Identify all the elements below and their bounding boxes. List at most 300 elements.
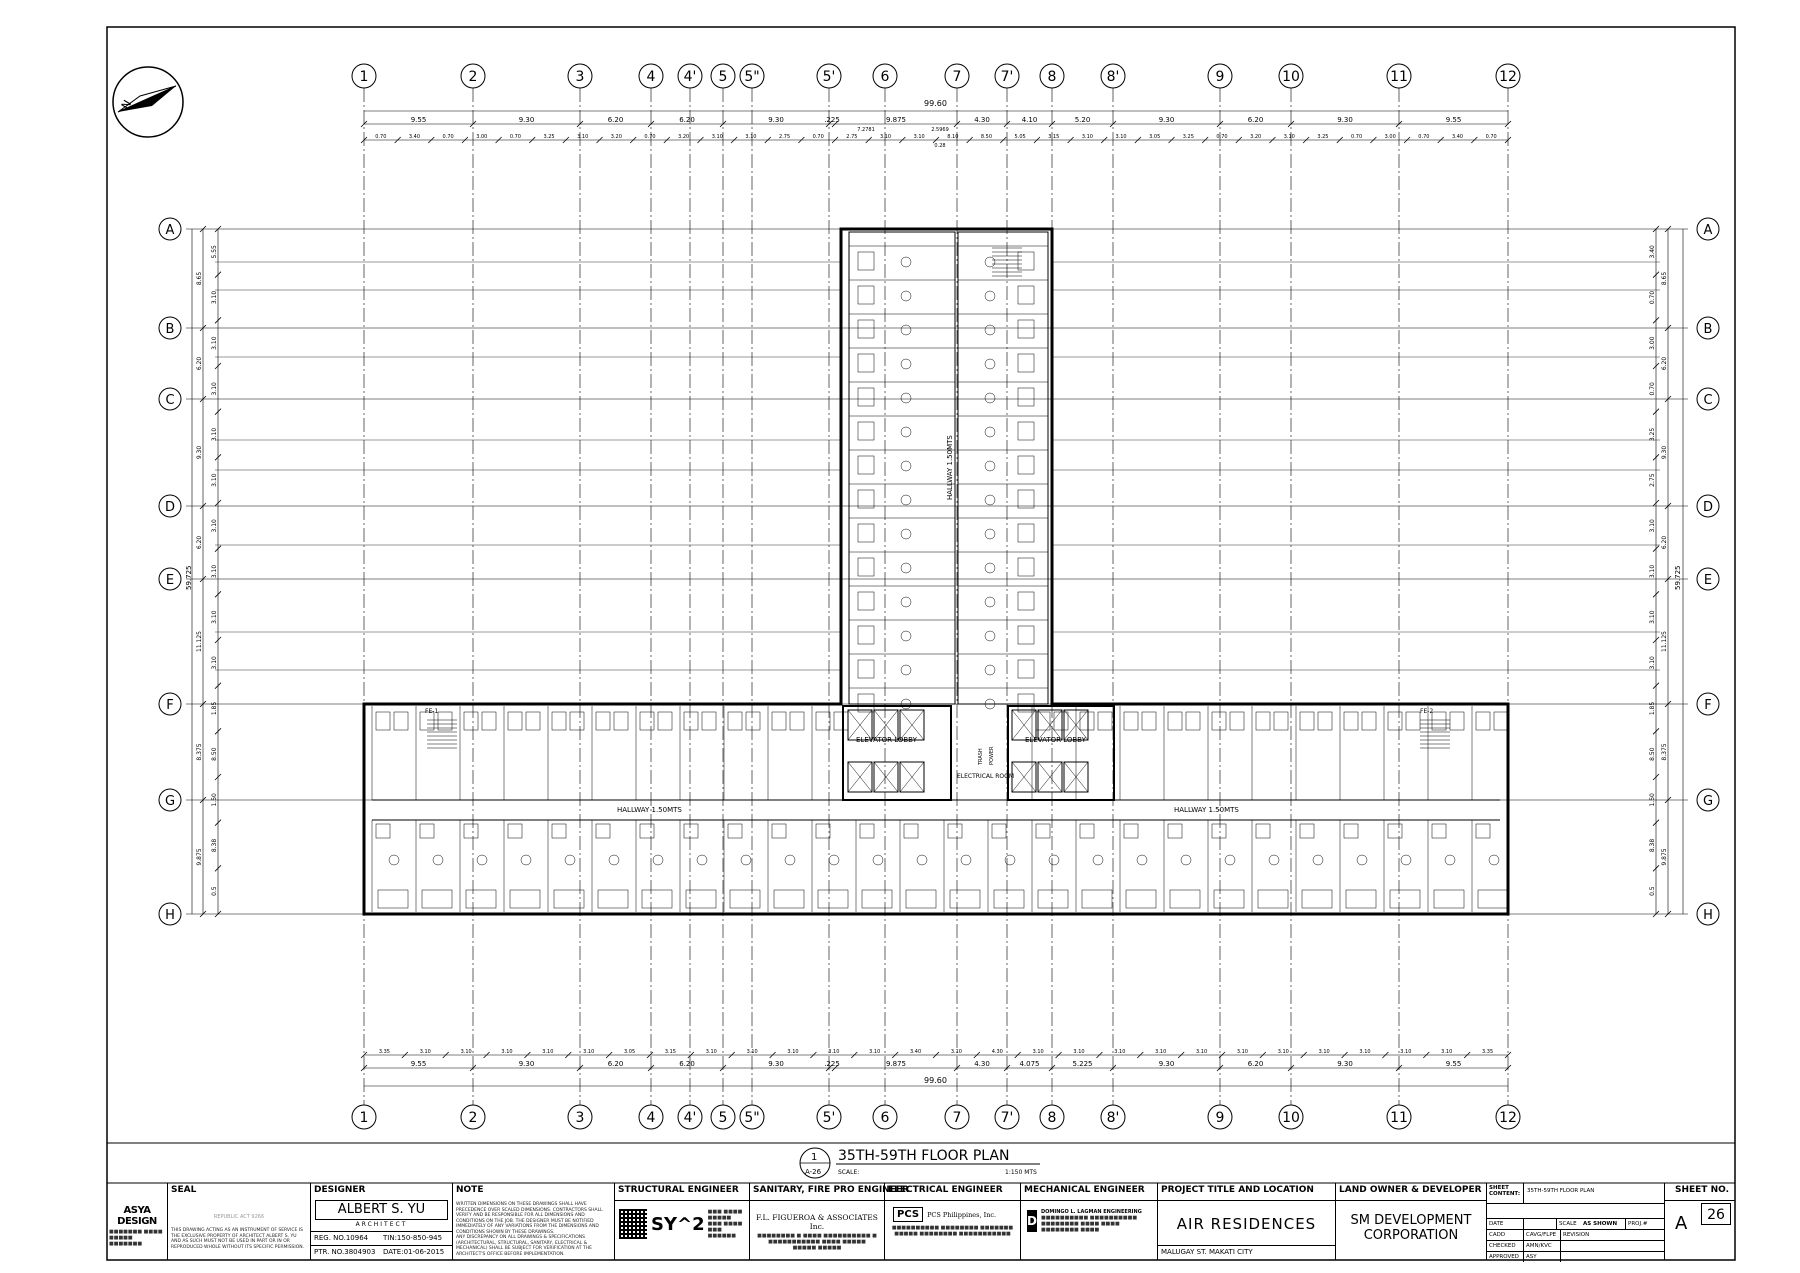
bottom-bay-dim-text: 9.30	[1158, 1060, 1175, 1068]
unit-fixture	[614, 712, 628, 730]
right-dim-text: 6.20	[1661, 535, 1668, 550]
bottom-bay-dim-text: 6.20	[679, 1060, 695, 1068]
elevator-car-icon	[1012, 762, 1036, 792]
left-sub-dim-text: 3.10	[211, 290, 218, 305]
unit-fixture	[1274, 712, 1288, 730]
tower-east-units	[958, 232, 1048, 704]
unit-fixture	[1098, 712, 1112, 730]
unit-fixture	[552, 824, 566, 838]
unit-table	[1225, 855, 1235, 865]
unit-fixture	[394, 712, 408, 730]
right-sub-dim-text: 1.85	[1649, 701, 1656, 716]
top-bay-dim-text: 9.55	[410, 116, 427, 124]
unit-table	[1005, 855, 1015, 865]
unit-balcony	[510, 890, 540, 908]
unit-balcony	[730, 890, 760, 908]
seal-text: REPUBLIC ACT 9266	[213, 1214, 265, 1220]
unit-table	[985, 427, 995, 437]
elevator-lobby-1-label: ELEVATOR LOBBY	[856, 736, 917, 744]
unit-balcony	[1258, 890, 1288, 908]
unit-fixture	[1018, 490, 1034, 508]
unit-fixture	[1362, 712, 1376, 730]
grid-bubble-col-label: 11	[1390, 1110, 1408, 1126]
structural-engineer-label: STRUCTURAL ENGINEER	[615, 1183, 749, 1201]
left-sub-dim-text: 3.10	[211, 382, 218, 396]
unit-table	[901, 631, 911, 641]
unit-balcony	[1038, 890, 1068, 908]
right-sub-dim-text: 0.70	[1649, 290, 1656, 305]
project-label: PROJECT TITLE AND LOCATION	[1158, 1183, 1335, 1201]
grid-lines	[186, 88, 1688, 1105]
right-dim-text: 9.875	[1661, 848, 1668, 866]
unit-table	[1137, 855, 1147, 865]
unit-fixture	[1080, 824, 1094, 838]
top-sub-dim-text: 3.10	[1283, 134, 1295, 140]
note-cell: NOTE WRITTEN DIMENSIONS ON THESE DRAWINGS SHALL HAVE PRECEDENCE OVER SCALED DIMENSIONS. CONTRACTORS SHALL VERIFY AND BE RESPONSIBLE FOR ALL DIMENSIONS AND CONDITIONS ON THE JOB. THE DESIGNER MUST BE NOTIFIED IMMEDIATELY OF ANY VARIATIONS FROM THE DIMENSIONS AND CONDITIONS SHOWN BY THESE DRAWINGS. ANY DISCREPANCY ON ALL DRAWINGS & SPECIFICATIONS (ARCHITECTURAL, STRUCTURAL, SANITARY, ELECTRICAL & MECHANICAL) SHALL BE SUBJECT FOR VERIFICATION AT THE ARCHITECT'S OFFICE BEFORE IMPLEMENTATION.	[453, 1183, 615, 1260]
left-dim-text: 9.875	[196, 848, 203, 866]
unit-fixture	[376, 712, 390, 730]
designer-date: DATE:01-06-2015	[383, 1248, 445, 1256]
grid-bubble-col-label: 7	[952, 1110, 962, 1126]
unit-balcony	[994, 890, 1024, 908]
unit-table	[917, 855, 927, 865]
power-label: POWER	[989, 746, 995, 765]
unit-fixture	[1212, 712, 1226, 730]
top-sub-dim-text: 3.25	[543, 134, 555, 140]
note-label: NOTE	[456, 1185, 484, 1195]
unit-fixture	[1406, 712, 1420, 730]
grid-bubble-col-label: 7	[952, 69, 962, 85]
grid-bubble-row-label: F	[1704, 698, 1712, 713]
seal-label: SEAL	[171, 1185, 197, 1195]
left-sub-dim-text: 1.50	[211, 793, 218, 807]
bottom-sub-dim-text: 3.10	[828, 1049, 840, 1055]
mechanical-firm: DOMINGO L. LAGMAN ENGINEERING	[1040, 1209, 1142, 1215]
sheet-content-value: 35TH-59TH FLOOR PLAN	[1527, 1188, 1595, 1194]
unit-fixture	[1018, 252, 1034, 270]
bottom-bay-dim-text: 9.30	[1337, 1060, 1353, 1068]
right-sub-dim-text: 0.70	[1649, 382, 1656, 396]
top-sub-dim-text: 3.10	[1081, 134, 1093, 140]
unit-balcony	[378, 890, 408, 908]
unit-balcony	[466, 890, 496, 908]
unit-fixture	[596, 824, 610, 838]
grid-bubble-row-label: B	[165, 322, 175, 337]
top-bay-dim-text: 9.30	[1158, 116, 1175, 124]
unit-fixture	[1256, 824, 1270, 838]
building-outline-path	[364, 229, 1508, 914]
unit-fixture	[728, 824, 742, 838]
unit-fixture	[1168, 712, 1182, 730]
unit-fixture	[376, 824, 390, 838]
fe-2-label: FE-2	[1420, 708, 1434, 715]
unit-fixture	[772, 824, 786, 838]
unit-table	[741, 855, 751, 865]
top-bay-dim-text: 4.10	[1021, 116, 1038, 124]
dimension-strings	[192, 111, 1683, 1086]
unit-balcony	[1478, 890, 1508, 908]
unit-fixture	[992, 824, 1006, 838]
unit-table	[901, 665, 911, 675]
unit-fixture	[702, 712, 716, 730]
fe-1-label: FE-1	[425, 708, 439, 715]
bottom-sub-dim-text: 3.10	[1359, 1049, 1371, 1055]
unit-table	[785, 855, 795, 865]
unit-fixture	[1054, 712, 1068, 730]
unit-fixture	[858, 252, 874, 270]
bottom-sub-dim-text: 3.10	[1400, 1049, 1412, 1055]
unit-fixture	[904, 824, 918, 838]
unit-table	[609, 855, 619, 865]
bottom-sub-dim-text: 3.35	[1482, 1049, 1494, 1055]
bottom-sub-dim-text: 3.10	[787, 1049, 799, 1055]
unit-table	[985, 529, 995, 539]
project-cell	[1158, 1183, 1336, 1260]
sheet-border	[107, 27, 1735, 1260]
unit-fixture	[684, 824, 698, 838]
left-sub-dim-text: 3.10	[211, 473, 218, 487]
grid-bubble-row-label: E	[165, 573, 175, 588]
unit-fixture	[858, 660, 874, 678]
grid-bubbles	[159, 64, 1719, 1129]
electrical-engineer-label: ELECTRICAL ENGINEER	[885, 1183, 1020, 1201]
bottom-sub-dim-text: 3.10	[1318, 1049, 1330, 1055]
unit-balcony	[1214, 890, 1244, 908]
designer-cell	[311, 1183, 453, 1260]
unit-fixture	[1476, 712, 1490, 730]
unit-fixture	[508, 712, 522, 730]
left-sub-dim-text: 8.50	[211, 747, 218, 761]
unit-fixture	[816, 824, 830, 838]
unit-table	[985, 563, 995, 573]
unit-table	[521, 855, 531, 865]
bottom-bay-dim-text: 9.875	[885, 1060, 907, 1068]
top-sub-dim-text: 0.70	[1418, 134, 1430, 140]
owner-name-line-2: CORPORATION	[1363, 1228, 1459, 1243]
elevator-car-icon	[1038, 762, 1062, 792]
unit-fixture	[858, 626, 874, 644]
unit-balcony	[1346, 890, 1376, 908]
top-sub-dim-text: 2.75	[846, 134, 858, 140]
unit-table	[985, 393, 995, 403]
unit-balcony	[818, 890, 848, 908]
right-sub-dim-text: 3.40	[1649, 245, 1656, 259]
svg-text:N: N	[118, 97, 135, 112]
top-bay-dim-text: 4.30	[974, 116, 990, 124]
grid-bubble-row-label: D	[1702, 500, 1714, 515]
top-bay-dim-text: 9.30	[1337, 116, 1353, 124]
unit-balcony	[642, 890, 672, 908]
unit-table	[985, 291, 995, 301]
drawing-scale-value: 1:150 MTS	[1005, 1169, 1037, 1176]
left-total-dimension: 59.725	[185, 565, 193, 590]
top-sub-dim-text: 5.05	[1014, 134, 1026, 140]
elevator-lobby-west	[843, 706, 951, 800]
grid-bubble-col-label: 5'	[822, 1110, 836, 1126]
unit-fixture	[1018, 354, 1034, 372]
sheet-number: 26	[1701, 1203, 1731, 1225]
bottom-sub-dim-text: 3.10	[1114, 1049, 1126, 1055]
bottom-sub-dim-text: 3.10	[705, 1049, 717, 1055]
right-sub-dim-text: 8.38	[1649, 838, 1656, 853]
unit-fixture	[728, 712, 742, 730]
right-sub-dim-text: 2.75	[1649, 473, 1656, 487]
mechanical-engineer-cell: MECHANICAL ENGINEER D DOMINGO L. LAGMAN ENGINEERING ■■■■■■■■■■ ■■■■■■■■■■ ■■■■■■■■ ■■■■ ■■■■ ■■■■■■■■ ■■■■	[1021, 1183, 1158, 1260]
top-sub-dim-text: 3.25	[1182, 134, 1194, 140]
grid-bubble-row-label: C	[1703, 393, 1713, 408]
top-bay-dim-text: 9.55	[1445, 116, 1462, 124]
unit-table	[1269, 855, 1279, 865]
grid-bubble-col-label: 8	[1047, 69, 1057, 85]
unit-fixture	[482, 712, 496, 730]
bottom-sub-dim-text: 3.10	[1073, 1049, 1085, 1055]
right-dim-text: 11.125	[1661, 631, 1668, 652]
unit-balcony	[554, 890, 584, 908]
grid-bubble-col-label: 6	[880, 69, 890, 85]
grid-bubble-col-label: 5'	[822, 69, 836, 85]
unit-table	[1357, 855, 1367, 865]
firm-logo: ASYA DESIGN	[117, 1205, 157, 1227]
grid-bubble-col-label: 2	[468, 1110, 478, 1126]
drawing-scale-label: SCALE:	[838, 1169, 860, 1176]
left-dim-text: 6.20	[196, 535, 203, 550]
unit-fixture	[1018, 388, 1034, 406]
dll-logo-icon: D	[1027, 1210, 1037, 1232]
top-sub-dim-text: 3.00	[1384, 134, 1396, 140]
unit-balcony	[1302, 890, 1332, 908]
unit-balcony	[906, 890, 936, 908]
bottom-sub-dim-text: 3.05	[624, 1049, 636, 1055]
unit-fixture	[1018, 592, 1034, 610]
grid-bubble-col-label: 12	[1499, 69, 1517, 85]
grid-bubble-col-label: 5"	[744, 1110, 760, 1126]
sheet-number-label: SHEET NO.	[1665, 1183, 1735, 1201]
unit-balcony	[1434, 890, 1464, 908]
unit-fixture	[858, 558, 874, 576]
unit-table	[1313, 855, 1323, 865]
unit-fixture	[860, 824, 874, 838]
unit-fixture	[1212, 824, 1226, 838]
unit-fixture	[464, 712, 478, 730]
unit-table	[565, 855, 575, 865]
overall-dimension-top: 99.60	[924, 99, 947, 108]
unit-table	[1093, 855, 1103, 865]
bottom-sub-dim-text: 3.10	[1277, 1049, 1289, 1055]
unit-fixture	[1124, 712, 1138, 730]
grid-bubble-col-label: 5	[718, 1110, 728, 1126]
bottom-sub-dim-text: 3.10	[501, 1049, 513, 1055]
right-sub-dim-text: 0.5	[1649, 886, 1656, 896]
grid-bubble-col-label: 9	[1215, 69, 1225, 85]
left-dim-text: 8.65	[196, 271, 203, 286]
unit-table	[901, 597, 911, 607]
unit-fixture	[1450, 712, 1464, 730]
reg-no: REG. NO.10964	[314, 1234, 369, 1242]
unit-fixture	[790, 712, 804, 730]
unit-fixture	[858, 286, 874, 304]
structural-firm: SY^2	[651, 1213, 705, 1235]
stair-icon	[1420, 720, 1450, 748]
grid-bubble-row-label: F	[166, 698, 174, 713]
top-sub-dim-text: 0.70	[442, 134, 454, 140]
unit-fixture	[570, 712, 584, 730]
top-sub-dim-text: 3.20	[610, 134, 622, 140]
top-sub-dim-text: 3.15	[1048, 134, 1060, 140]
top-sub-dim-text: 3.10	[913, 134, 925, 140]
unit-fixture	[1018, 422, 1034, 440]
project-name: AIR RESIDENCES	[1176, 1215, 1317, 1233]
top-sub-dim-text: 0.70	[644, 134, 656, 140]
unit-balcony	[950, 890, 980, 908]
pcs-logo-icon: PCS	[893, 1207, 923, 1222]
unit-fixture	[858, 592, 874, 610]
unit-table	[901, 325, 911, 335]
unit-table	[985, 495, 995, 505]
top-sub-dim-text: 3.10	[1115, 134, 1127, 140]
top-sub-dim-text: 8.50	[980, 134, 993, 140]
right-sub-dim-text: 3.25	[1649, 427, 1656, 442]
unit-fixture	[1432, 712, 1446, 730]
unit-table	[873, 855, 883, 865]
unit-fixture	[1230, 712, 1244, 730]
unit-table	[653, 855, 663, 865]
unit-table	[901, 427, 911, 437]
unit-fixture	[526, 712, 540, 730]
left-sub-dim-text: 5.55	[211, 245, 218, 259]
unit-fixture	[858, 388, 874, 406]
top-special-dim: 0.28	[934, 143, 946, 149]
unit-table	[901, 291, 911, 301]
unit-table	[1489, 855, 1499, 865]
bottom-bay-dim-text: 5.225	[1072, 1060, 1093, 1068]
north-arrow-icon	[113, 67, 183, 137]
top-bay-dim-text: 9.30	[768, 116, 784, 124]
unit-fixture	[858, 524, 874, 542]
bottom-sub-dim-text: 3.10	[869, 1049, 881, 1055]
unit-balcony	[422, 890, 452, 908]
grid-bubble-row-label: C	[165, 393, 175, 408]
firm-logo-cell: ASYA DESIGN ■■■■■■■ ■■■■ ■■■■■ ■■■■■■■	[107, 1183, 168, 1260]
grid-bubble-row-label: A	[1703, 223, 1713, 238]
grid-bubble-row-label: E	[1703, 573, 1713, 588]
unit-fixture	[1018, 456, 1034, 474]
unit-table	[901, 495, 911, 505]
bottom-bay-dim-text: 6.20	[607, 1060, 624, 1068]
top-sub-dim-text: 3.20	[1250, 134, 1262, 140]
top-sub-dim-text: 0.70	[1351, 134, 1363, 140]
top-sub-dim-text: 0.70	[375, 134, 387, 140]
unit-fixture	[816, 712, 830, 730]
unit-fixture	[438, 712, 452, 730]
unit-fixture	[464, 824, 478, 838]
sanitary-firm: F.L. FIGUEROA & ASSOCIATES Inc.	[756, 1213, 878, 1231]
unit-table	[985, 325, 995, 335]
unit-fixture	[858, 422, 874, 440]
unit-fixture	[1388, 712, 1402, 730]
top-bay-dim-text: 9.875	[885, 116, 907, 124]
grid-bubble-row-label: B	[1703, 322, 1713, 337]
unit-balcony	[862, 890, 892, 908]
unit-fixture	[1344, 824, 1358, 838]
unit-fixture	[1344, 712, 1358, 730]
left-sub-dim-text: 3.10	[211, 656, 218, 670]
unit-fixture	[508, 824, 522, 838]
left-dim-text: 6.20	[196, 356, 203, 371]
grid-bubble-col-label: 9	[1215, 1110, 1225, 1126]
unit-fixture	[746, 712, 760, 730]
top-sub-dim-text: 0.70	[1485, 134, 1497, 140]
top-bay-dim-text: 5.20	[1074, 116, 1091, 124]
grid-bubble-col-label: 1	[359, 1110, 369, 1126]
electrical-engineer-cell: ELECTRICAL ENGINEER PCS PCS Philippines, Inc. ■■■■■■■■■■ ■■■■■■■■ ■■■■■■■ ■■■■■ ■■■■■■■■ ■■■■■■■■■■■	[885, 1183, 1021, 1260]
right-dim-text: 8.65	[1661, 271, 1668, 286]
unit-fixture	[1142, 712, 1156, 730]
cadd-value: CAVG/FLPE	[1524, 1230, 1561, 1240]
unit-table	[985, 665, 995, 675]
unit-fixture	[1476, 824, 1490, 838]
right-total-dimension: 59.725	[1674, 565, 1682, 590]
left-sub-dim-text: 3.10	[211, 519, 218, 533]
unit-fixture	[658, 712, 672, 730]
unit-fixture	[420, 824, 434, 838]
grid-bubble-col-label: 7'	[1000, 1110, 1014, 1126]
right-sub-dim-text: 3.10	[1649, 564, 1656, 579]
unit-fixture	[1018, 286, 1034, 304]
left-sub-dim-text: 3.10	[211, 427, 218, 442]
unit-table	[1049, 855, 1059, 865]
grid-bubble-col-label: 8'	[1106, 69, 1120, 85]
left-dim-text: 8.375	[196, 743, 203, 761]
bottom-sub-dim-text: 3.10	[1236, 1049, 1248, 1055]
grid-bubble-row-label: G	[1702, 794, 1714, 809]
left-sub-dim-text: 3.10	[211, 564, 218, 579]
scale-value: AS SHOWN	[1581, 1219, 1626, 1229]
hallway-vertical-label: HALLWAY 1.50MTS	[946, 435, 954, 500]
top-sub-dim-text: 3.10	[745, 134, 757, 140]
stair-icon	[992, 248, 1022, 276]
grid-bubble-col-label: 6	[880, 1110, 890, 1126]
bottom-sub-dim-text: 3.10	[950, 1049, 962, 1055]
sheet-info-cell	[1487, 1183, 1665, 1260]
unit-fixture	[1186, 712, 1200, 730]
unit-fixture	[1018, 694, 1034, 712]
grid-bubble-row-label: H	[1703, 908, 1713, 923]
owner-cell	[1336, 1183, 1487, 1260]
sanitary-engineer-cell: SANITARY, FIRE PRO ENGINEER F.L. FIGUEROA & ASSOCIATES Inc. ■■■■■■■■ ■ ■■■■ ■■■■■■■■■■ ■ ■■■■■■■■■■■ ■■■■ ■■■■■ ■■■■■ ■■■■■	[750, 1183, 885, 1260]
elevator-lobby-2-label: ELEVATOR LOBBY	[1025, 736, 1086, 744]
unit-table	[961, 855, 971, 865]
unit-fixture	[1018, 660, 1034, 678]
project-location: MALUGAY ST. MAKATI CITY	[1161, 1248, 1253, 1256]
bottom-sub-dim-text: 3.10	[419, 1049, 431, 1055]
seal-cell: SEAL REPUBLIC ACT 9266 THIS DRAWING ACTING AS AN INSTRUMENT OF SERVICE IS THE EXCLUSIVE PROPERTY OF ARCHITECT ALBERT S. YU AND AS SUCH MUST NOT BE USED IN PART OR IN OR REPRODUCED WHOLE WITHOUT ITS SPECIFIC PERMISSION.	[168, 1183, 311, 1260]
title-block	[107, 1183, 1735, 1260]
revision-label: REVISION	[1563, 1232, 1590, 1238]
unit-fixture	[596, 712, 610, 730]
unit-fixture	[772, 712, 786, 730]
designer-name: ALBERT S. YU	[315, 1200, 448, 1220]
right-sub-dim-text: 3.10	[1649, 519, 1656, 533]
unit-fixture	[1256, 712, 1270, 730]
unit-fixture	[858, 456, 874, 474]
approved-label: APPROVED	[1487, 1252, 1524, 1262]
top-bay-dim-text: 9.30	[518, 116, 535, 124]
top-sub-dim-text: 0.70	[509, 134, 521, 140]
unit-balcony	[1082, 890, 1112, 908]
structural-engineer-cell: STRUCTURAL ENGINEER SY^2 ■■■ ■■■■ ■■■■■ ■■■ ■■■■ ■■■ ■■■■■■	[615, 1183, 750, 1260]
approved-value: ASY	[1524, 1252, 1561, 1262]
unit-fixture	[640, 824, 654, 838]
